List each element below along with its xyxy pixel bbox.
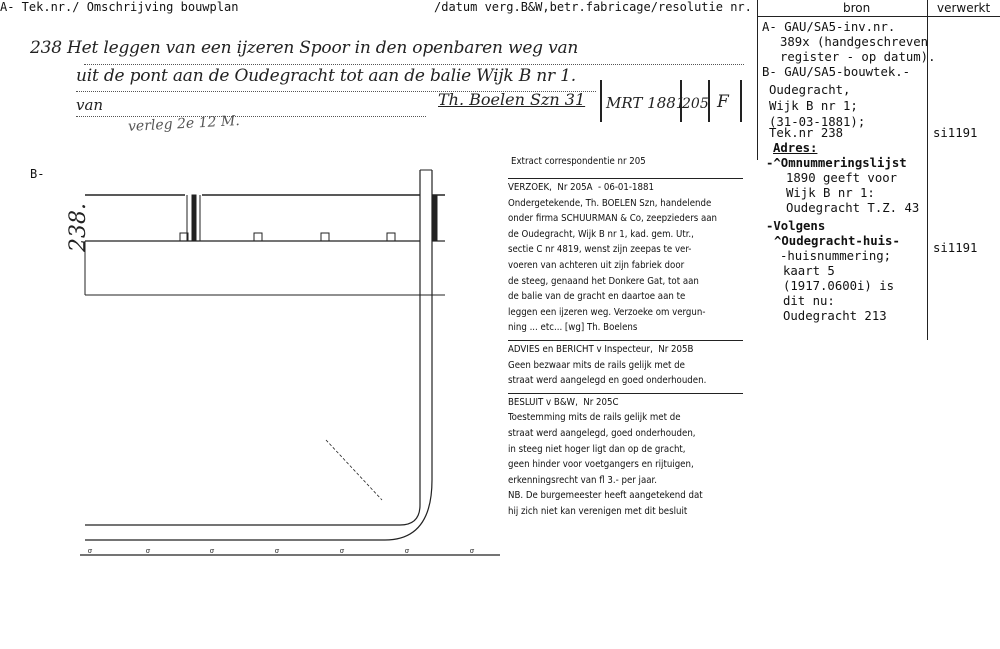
verzoek-line: de steeg, genaand het Donkere Gat, tot aan	[508, 275, 699, 287]
verzoek-line: de balie van de gracht en daartoe aan te	[508, 291, 686, 303]
bron-line: (1917.0600i) is	[783, 279, 895, 293]
svg-text:ơ: ơ	[275, 547, 280, 555]
bron-line: ^Oudegracht-huis-	[774, 234, 900, 248]
advies-line: straat werd aangelegd en goed onderhouden.	[508, 375, 707, 387]
besluit-line: straat werd aangelegd, goed onderhouden,	[508, 427, 696, 439]
besluit-line: NB. De burgemeester heeft aangetekend dat	[508, 490, 703, 502]
drawing-number: 238.	[66, 203, 91, 252]
bron-line: 1890 geeft voor	[786, 171, 898, 185]
bron-line: A- GAU/SA5-inv.nr.	[762, 20, 896, 34]
verzoek-line: ning ... etc... [wg] Th. Boelens	[508, 322, 638, 334]
bron-line: Oudegracht T.Z. 43	[786, 201, 920, 215]
correspondence-block	[508, 178, 743, 519]
verzoek-line: sectie C nr 4819, wenst zijn zeepas te ver-	[508, 244, 692, 256]
bron-line: Tek.nr 238	[769, 126, 844, 140]
bron-line: Oudegracht,	[769, 83, 851, 97]
verzoek-section	[508, 178, 743, 336]
handwritten-letter: F	[717, 92, 729, 112]
correspondence-title: Extract correspondentie nr 205	[511, 156, 646, 167]
besluit-line: Toestemming mits de rails gelijk met de	[508, 412, 681, 424]
verzoek-line: onder firma SCHUURMAN & Co, zeepzieders aan	[508, 213, 718, 225]
handwritten-line-2: uit de pont aan de Oudegracht tot aan de balie Wijk B nr 1.	[76, 66, 576, 86]
header-verwerkt: verwerkt	[937, 1, 991, 15]
bron-adres-label: Adres:	[773, 141, 818, 155]
bron-line: kaart 5	[783, 264, 835, 278]
verzoek-line: leggen een ijzeren weg. Verzoeke om vergun-	[508, 306, 706, 318]
bron-line: (31-03-1881);	[769, 115, 866, 129]
header-omschrijving: A- Tek.nr./ Omschrijving bouwplan	[0, 0, 239, 14]
bron-line: B- GAU/SA5-bouwtek.-	[762, 65, 911, 79]
bron-line: -^Omnummeringslijst	[766, 156, 907, 170]
bron-line: dit nu:	[783, 294, 835, 308]
verzoek-line: voeren van achteren uit zijn fabriek door	[508, 259, 685, 271]
bron-line: Oudegracht 213	[783, 309, 887, 323]
besluit-line: hij zich niet kan verenigen met dit besluit	[508, 505, 688, 517]
handwritten-line-1: 238 Het leggen van een ijzeren Spoor in den openbaren weg van	[30, 38, 579, 58]
handwritten-nr: 205	[682, 96, 709, 112]
verzoek-line: Ondergetekende, Th. BOELEN Szn, handelende	[508, 197, 712, 209]
advies-section	[508, 340, 743, 389]
svg-text:ơ: ơ	[88, 547, 93, 555]
bron-column-left-rule	[757, 0, 758, 160]
verwerkt-code: si1191	[933, 126, 978, 140]
section-b-label: B-	[30, 167, 45, 181]
svg-text:ơ: ơ	[470, 547, 475, 555]
advies-line: Geen bezwaar mits de rails gelijk met de	[508, 359, 685, 371]
bron-line: register - op datum).	[780, 50, 936, 64]
advies-header: ADVIES en BERICHT v Inspecteur, Nr 205B	[508, 343, 694, 355]
handwritten-note: verleg 2e 12 M.	[127, 113, 241, 135]
header-rule	[757, 16, 1000, 17]
besluit-line: erkenningsrecht van fl 3.- per jaar.	[508, 474, 657, 486]
verwerkt-code: si1191	[933, 241, 978, 255]
bron-line: Wijk B nr 1:	[786, 186, 875, 200]
svg-text:ơ: ơ	[405, 547, 410, 555]
handwritten-date: MRT 1881	[606, 94, 686, 112]
building-drawing	[60, 150, 500, 570]
dotted-line-3	[76, 116, 426, 117]
verzoek-header: VERZOEK, Nr 205A - 06-01-1881	[508, 182, 654, 193]
besluit-line: geen hinder voor voetgangers en rijtuigen,	[508, 459, 694, 471]
besluit-line: in steeg niet hoger ligt dan op de gracht,	[508, 443, 686, 455]
verzoek-line: de Oudegracht, Wijk B nr 1, kad. gem. Utr.,	[508, 228, 694, 240]
besluit-header: BESLUIT v B&W, Nr 205C	[508, 396, 619, 408]
bron-line: -Volgens	[766, 219, 826, 233]
svg-text:ơ: ơ	[146, 547, 151, 555]
handwritten-line-3: van	[76, 96, 104, 114]
dotted-line-1	[84, 64, 744, 65]
bron-line: -huisnummering;	[780, 249, 892, 263]
header-datum-resolutie: /datum verg.B&W,betr.fabricage/resolutie nr.	[434, 0, 752, 14]
bron-line: Wijk B nr 1;	[769, 99, 858, 113]
header-bron: bron	[843, 1, 871, 15]
handwritten-signature: Th. Boelen Szn 31	[438, 90, 586, 109]
svg-text:ơ: ơ	[340, 547, 345, 555]
bron-line: 389x (handgeschreven	[780, 35, 929, 49]
svg-text:ơ: ơ	[210, 547, 215, 555]
besluit-section	[508, 393, 743, 520]
